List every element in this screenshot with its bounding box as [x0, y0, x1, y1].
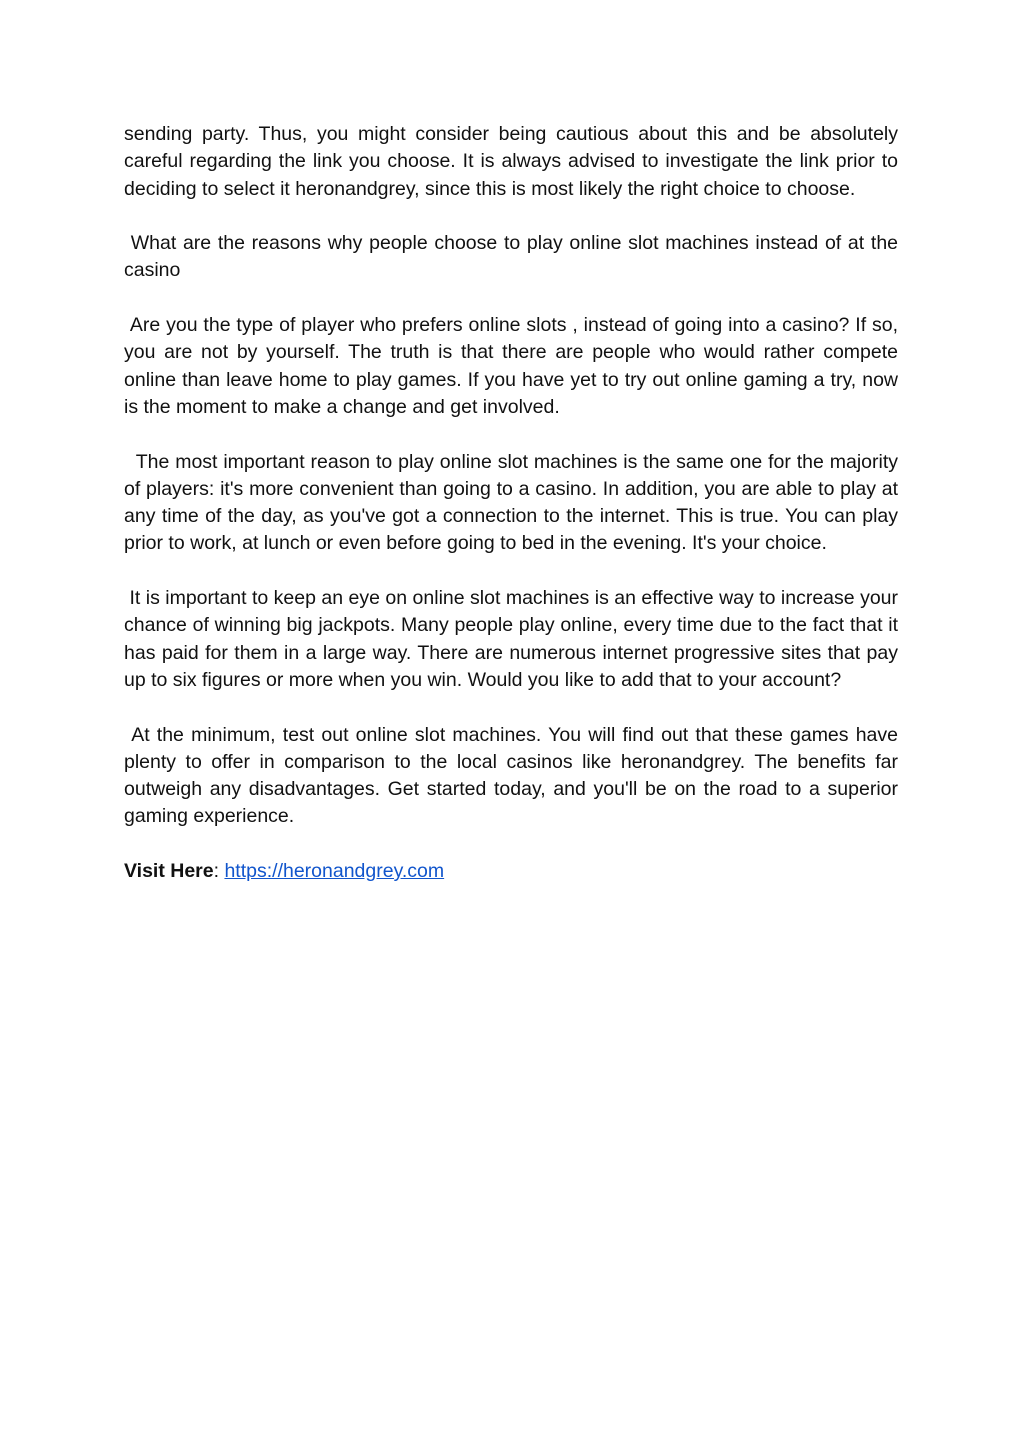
- paragraph-conclusion: At the minimum, test out online slot machines. You will find out that these games have plenty to offer in comparison to the local casinos like heronandgrey. The benefits far outweigh any disadvantages. Get started today, and you'll be on the road to a superior gaming experience.: [124, 723, 904, 828]
- paragraph-link-caution: sending party. Thus, you might consider being cautious about this and be absolutely careful regarding the link you choose. It is always advised to investigate the link prior to deciding to select it heronandgrey, since this is most likely the right choice to choose.: [124, 123, 898, 200]
- visit-label: Visit Here: [124, 860, 214, 883]
- visit-separator: :: [213, 860, 225, 883]
- paragraph-convenience-reason: The most important reason to play online slot machines is the same one for the majority of players: it's more convenient than going to a casino. In addition, you are able to play at any time of the day, as you've got a connection to the internet. This is true. You can play prior to work, at lunch or even before going to bed in the evening. It's your choice.: [124, 450, 904, 555]
- paragraph-question-heading: What are the reasons why people choose to play online slot machines instead of at the casino: [124, 232, 904, 282]
- visit-link[interactable]: https://heronandgrey.com: [224, 860, 445, 883]
- document-page: [124, 121, 904, 885]
- visit-line: [124, 858, 898, 885]
- paragraph-jackpots: It is important to keep an eye on online slot machines is an effective way to increase your chance of winning big jackpots. Many people play online, every time due to the fact that it has paid for them in a large way. There are numerous internet progressive sites that pay up to six figures or more when you win. Would you like to add that to your account?: [124, 587, 904, 691]
- paragraph-online-slots-preference: Are you the type of player who prefers online slots , instead of going into a casino? If so, you are not by yourself. The truth is that there are people who would rather compete online than leave home to play games. If you have yet to try out online gaming a try, now is the moment to make a change and get involved.: [124, 314, 904, 418]
